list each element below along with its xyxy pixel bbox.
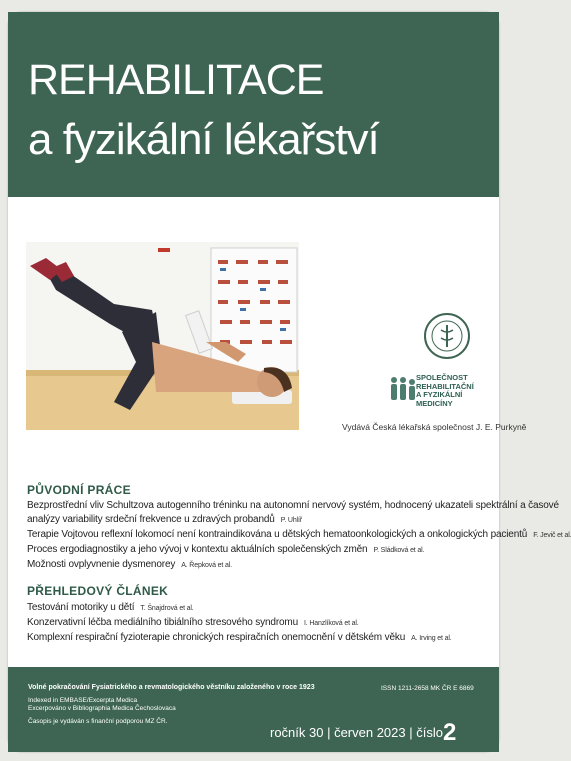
issn-number: ISSN 1211-2658 MK ČR E 6869 — [381, 685, 474, 692]
article-title-text: analýzy variability srdeční frekvence u zdravých probandů — [27, 514, 275, 525]
article-title-text: Možnosti ovplyvnenie dysmenorey — [27, 559, 176, 570]
article-author: F. Jevič et al. — [533, 532, 571, 539]
journal-title-line1: REHABILITACE — [28, 56, 324, 104]
issue-number: 2 — [442, 719, 457, 746]
article-title — [27, 632, 452, 643]
journal-title-line2: a fyzikální lékařství — [28, 115, 379, 164]
article-title — [27, 617, 359, 628]
article-author: A. Řepková et al. — [181, 562, 232, 569]
cover-photo-illustration — [26, 242, 299, 430]
article-title-text: Konzervativní léčba mediálního tibiálního stresového syndromu — [27, 617, 299, 628]
footer-history: Volné pokračování Fysiatrického a revmatologického věstníku založeného v roce 1923 — [28, 684, 315, 691]
article-title — [27, 559, 232, 570]
cover-footer — [8, 667, 499, 752]
seal-icon — [423, 312, 471, 360]
society-name-line: MEDICÍNY — [416, 398, 453, 408]
footer-funding: Časopis je vydáván s finanční podporou MZ ČR. — [28, 718, 168, 725]
section-title-original: PŮVODNÍ PRÁCE — [27, 483, 131, 497]
issue-info — [270, 719, 456, 747]
article-author: P. Sládková et al. — [373, 547, 425, 554]
society-name-line: SPOLEČNOST — [416, 373, 468, 382]
article-title — [27, 544, 424, 555]
article-title-text: Proces ergodiagnostiky a jeho vývoj v kontextu aktuálních společenských změn — [27, 544, 368, 555]
article-title-text: Bezprostřední vliv Schultzova autogenního tréninku na autonomní nervový systém, hodnocený ukazateli spektrální a časové — [27, 500, 559, 511]
cover-photo — [26, 242, 299, 430]
article-title — [27, 514, 302, 525]
society-name — [416, 374, 474, 408]
society-name-line: A FYZIKÁLNÍ — [416, 390, 463, 399]
article-title — [27, 602, 194, 613]
article-author: I. Hanzlíková et al. — [304, 620, 359, 627]
volume-date: ročník 30 | červen 2023 | číslo — [270, 725, 443, 740]
journal-cover — [8, 12, 571, 752]
article-title — [27, 500, 559, 511]
article-title-text: Komplexní respirační fyzioterapie chronických respiračních onemocnění v dětském věku — [27, 632, 406, 643]
article-title — [27, 529, 571, 540]
article-title-text: Testování motoriky u dětí — [27, 602, 135, 613]
society-name-line: REHABILITAČNÍ — [416, 381, 474, 391]
cover-header — [8, 12, 499, 197]
section-title-review: PŘEHLEDOVÝ ČLÁNEK — [27, 584, 169, 598]
article-title-text: Terapie Vojtovou reflexní lokomocí není kontraindikována u dětských hematoonkologických a onkologických pacientů — [27, 529, 528, 540]
publisher-credit: Vydává Česká lékařská společnost J. E. Purkyně — [342, 422, 527, 432]
footer-indexing: Indexed in EMBASE/Excerpta Medica — [28, 697, 138, 704]
article-author: A. Irving et al. — [411, 635, 452, 642]
article-author: T. Šnajdrová et al. — [140, 605, 194, 612]
footer-excerpted: Excerpováno v Bibliographia Medica Čechoslovaca — [28, 705, 176, 712]
article-author: P. Uhlíř — [280, 517, 302, 524]
